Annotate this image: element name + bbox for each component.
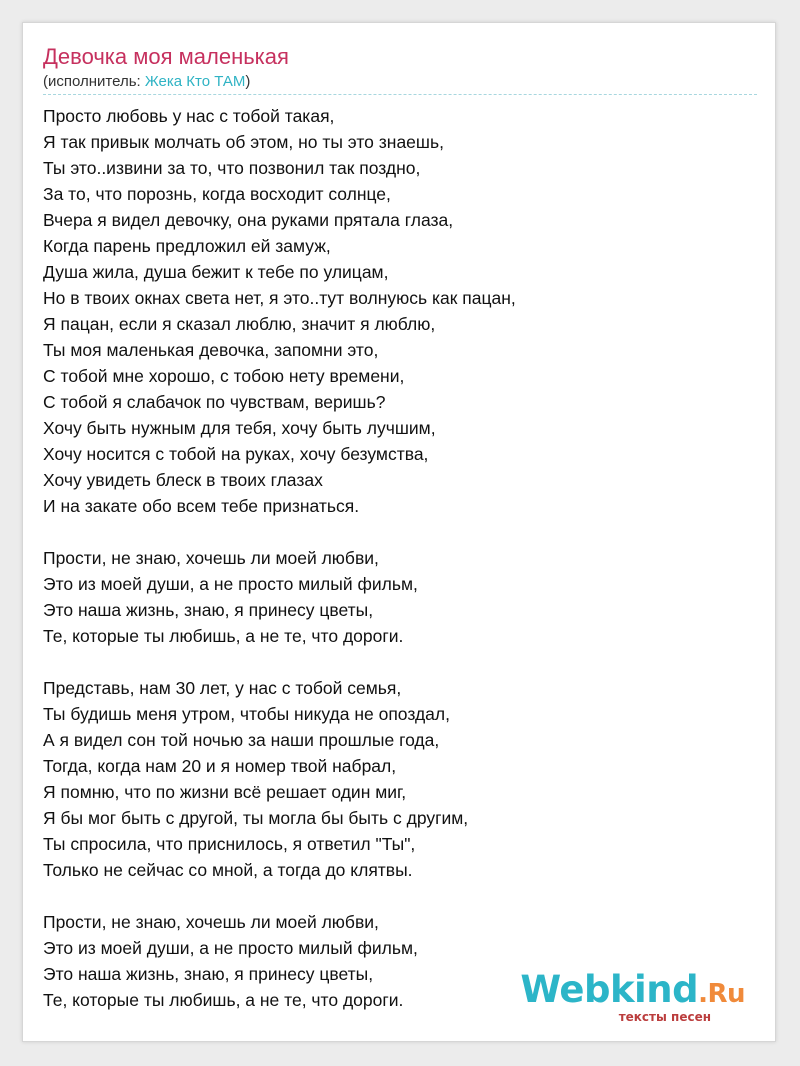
lyrics-line: Просто любовь у нас с тобой такая,	[43, 106, 335, 126]
logo-main: Webkind	[520, 968, 699, 1011]
lyrics-line: Те, которые ты любишь, а не те, что дороги.	[43, 626, 404, 646]
artist-line	[43, 73, 250, 91]
lyrics-line: Душа жила, душа бежит к тебе по улицам,	[43, 262, 389, 282]
lyrics-line: Те, которые ты любишь, а не те, что дороги.	[43, 990, 404, 1010]
lyrics-line: Хочу увидеть блеск в твоих глазах	[43, 470, 323, 490]
logo-wordmark	[520, 968, 745, 1013]
lyrics-stanza	[43, 103, 757, 519]
lyrics-line: Прости, не знаю, хочешь ли моей любви,	[43, 548, 379, 568]
lyrics-text	[43, 103, 757, 1039]
lyrics-line: Это из моей души, а не просто милый фильм,	[43, 938, 418, 958]
lyrics-line: А я видел сон той ночью за наши прошлые года,	[43, 730, 440, 750]
lyrics-line: С тобой мне хорошо, с тобою нету времени,	[43, 366, 405, 386]
artist-suffix: )	[245, 73, 251, 90]
lyrics-line: Хочу носится с тобой на руках, хочу безумства,	[43, 444, 429, 464]
lyrics-line: Ты будишь меня утром, чтобы никуда не опоздал,	[43, 704, 450, 724]
logo-tld: .Ru	[698, 979, 745, 1009]
lyrics-line: Это наша жизнь, знаю, я принесу цветы,	[43, 964, 374, 984]
lyrics-line: Ты моя маленькая девочка, запомни это,	[43, 340, 379, 360]
song-title: Девочка моя маленькая	[43, 44, 289, 69]
lyrics-stanza	[43, 545, 757, 649]
lyrics-line: За то, что порознь, когда восходит солнце,	[43, 184, 391, 204]
lyrics-line: Ты спросила, что приснилось, я ответил "Ты",	[43, 834, 416, 854]
lyrics-line: Прости, не знаю, хочешь ли моей любви,	[43, 912, 379, 932]
lyrics-line: Я помню, что по жизни всё решает один миг,	[43, 782, 407, 802]
webkind-logo[interactable]	[520, 968, 745, 1024]
lyrics-line: Когда парень предложил ей замуж,	[43, 236, 331, 256]
lyrics-line: Но в твоих окнах света нет, я это..тут волнуюсь как пацан,	[43, 288, 516, 308]
lyrics-line: Я бы мог быть с другой, ты могла бы быть с другим,	[43, 808, 469, 828]
artist-prefix: (исполнитель:	[43, 73, 145, 90]
lyrics-line: Хочу быть нужным для тебя, хочу быть лучшим,	[43, 418, 436, 438]
lyrics-line: Тогда, когда нам 20 и я номер твой набрал,	[43, 756, 397, 776]
lyrics-line: И на закате обо всем тебе признаться.	[43, 496, 360, 516]
lyrics-line: Я так привык молчать об этом, но ты это знаешь,	[43, 132, 444, 152]
lyrics-line: Вчера я видел девочку, она руками прятала глаза,	[43, 210, 454, 230]
lyrics-card	[22, 22, 776, 1042]
lyrics-line: Только не сейчас со мной, а тогда до клятвы.	[43, 860, 413, 880]
lyrics-line: Представь, нам 30 лет, у нас с тобой семья,	[43, 678, 402, 698]
dashed-divider	[43, 94, 757, 95]
lyrics-stanza	[43, 675, 757, 883]
artist-link[interactable]: Жека Кто ТАМ	[144, 73, 246, 90]
lyrics-line: С тобой я слабачок по чувствам, веришь?	[43, 392, 386, 412]
logo-tagline: тексты песен	[618, 1010, 711, 1024]
lyrics-line: Это наша жизнь, знаю, я принесу цветы,	[43, 600, 374, 620]
lyrics-line: Это из моей души, а не просто милый фильм,	[43, 574, 418, 594]
lyrics-line: Я пацан, если я сказал люблю, значит я люблю,	[43, 314, 436, 334]
lyrics-line: Ты это..извини за то, что позвонил так поздно,	[43, 158, 421, 178]
